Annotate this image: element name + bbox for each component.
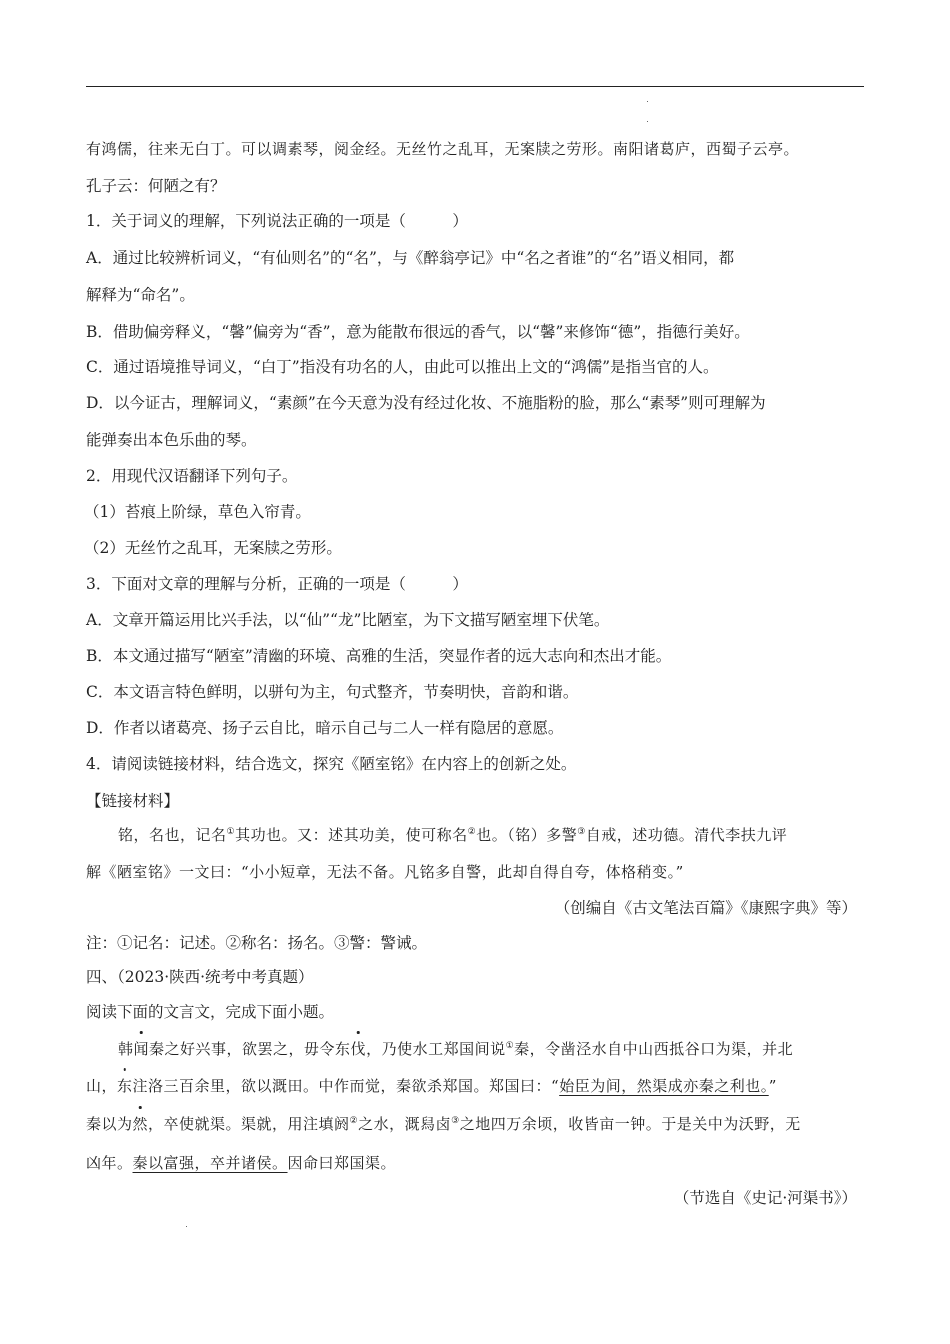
emphasis-dot-char: 伐 bbox=[351, 1037, 367, 1061]
link-material-line: 解《陋室铭》一文曰：“小小短章，无法不备。凡铭多自警，此却自得自夸，体格稍变。” bbox=[86, 863, 684, 881]
underlined-sentence: 秦以富强，卒并诸侯。 bbox=[132, 1154, 288, 1172]
classical-text-line: 秦以为然，卒使就渠。渠就，用注填阏②之水，溉舄卤③之地四万余顷，收皆亩一钟。于是关中为沃野，无 bbox=[86, 1112, 801, 1136]
emphasis-dot-char: 闻 bbox=[134, 1037, 150, 1061]
question-1-option-b: B．借助偏旁释义，“馨”偏旁为“香”，意为能散布很远的香气，以“馨”来修饰“德”，指德行美好。 bbox=[86, 323, 750, 341]
classical-text-source: （节选自《史记·河渠书》） bbox=[673, 1189, 857, 1207]
question-3: 3．下面对文章的理解与分析，正确的一项是（ ） bbox=[86, 575, 468, 593]
question-1-option-d: D．以今证古，理解词义，“素颜”在今天意为没有经过化妆、不施脂粉的脸，那么“素琴”则可理解为 bbox=[86, 394, 766, 412]
link-material-source: （创编自《古文笔法百篇》《康熙字典》等） bbox=[554, 899, 857, 917]
section-4-heading: 四、（2023·陕西·统考中考真题） bbox=[86, 968, 314, 986]
passage-line: 孔子云：何陋之有？ bbox=[86, 177, 226, 195]
question-4: 4．请阅读链接材料，结合选文，探究《陋室铭》在内容上的创新之处。 bbox=[86, 755, 577, 773]
question-3-option-b: B．本文通过描写“陋室”清幽的环境、高雅的生活，突显作者的远大志向和杰出才能。 bbox=[86, 647, 672, 665]
section-4-instruction: 阅读下面的文言文，完成下面小题。 bbox=[86, 1003, 335, 1021]
question-2: 2．用现代汉语翻译下列句子。 bbox=[86, 467, 298, 485]
link-material-line: 铭，名也，记名①其功也。又：述其功美，使可称名②也。（铭）多警③自戒，述功德。清代李扶九评 bbox=[118, 826, 788, 844]
header-rule bbox=[86, 86, 864, 87]
question-1-option-a: A．通过比较辨析词义，“有仙则名”的“名”，与《醉翁亭记》中“名之者谁”的“名”语义相同，都 bbox=[86, 249, 735, 267]
passage-line: 有鸿儒，往来无白丁。可以调素琴，阅金经。无丝竹之乱耳，无案牍之劳形。南阳诸葛庐，西蜀子云亭。 bbox=[86, 140, 800, 158]
question-3-option-d: D．作者以诸葛亮、扬子云自比，暗示自己与二人一样有隐居的意愿。 bbox=[86, 719, 564, 737]
underlined-sentence: 始臣为间，然渠成亦秦之利也。 bbox=[559, 1077, 769, 1095]
question-3-option-a: A．文章开篇运用比兴手法，以“仙”“龙”比陋室，为下文描写陋室埋下伏笔。 bbox=[86, 611, 610, 629]
question-1-option-c: C．通过语境推导词义，“白丁”指没有功名的人，由此可以推出上文的“鸿儒”是指当官的人。 bbox=[86, 358, 719, 376]
question-1: 1．关于词义的理解，下列说法正确的一项是（ ） bbox=[86, 212, 468, 230]
question-2-sentence-2: （2）无丝竹之乱耳，无案牍之劳形。 bbox=[84, 539, 342, 557]
link-material-title: 【链接材料】 bbox=[86, 792, 180, 810]
emphasis-dot-char: 东 bbox=[117, 1074, 133, 1098]
annotation-note: 注：①记名：记述。②称名：扬名。③警：警诫。 bbox=[86, 934, 428, 952]
scan-speck bbox=[186, 1226, 187, 1227]
question-2-sentence-1: （1）苔痕上阶绿，草色入帘青。 bbox=[84, 503, 311, 521]
classical-text-line: 韩闻秦之好兴事，欲罢之，毋令东伐，乃使水工郑国间说①秦，令凿泾水自中山西抵谷口为渠，并北 bbox=[118, 1037, 793, 1061]
emphasis-dot-char: 然 bbox=[133, 1112, 149, 1136]
question-1-option-d-cont: 能弹奏出本色乐曲的琴。 bbox=[86, 431, 257, 449]
classical-text-line: 山，东注洛三百余里，欲以溉田。中作而觉，秦欲杀郑国。郑国曰：“始臣为间，然渠成亦秦之利也。” bbox=[86, 1074, 777, 1098]
question-1-option-a-cont: 解释为“命名”。 bbox=[86, 286, 195, 304]
question-3-option-c: C．本文语言特色鲜明，以骈句为主，句式整齐，节奏明快，音韵和谐。 bbox=[86, 683, 579, 701]
scan-speck bbox=[647, 101, 648, 102]
scan-speck bbox=[647, 121, 648, 122]
classical-text-line: 凶年。秦以富强，卒并诸侯。因命曰郑国渠。 bbox=[86, 1154, 397, 1172]
